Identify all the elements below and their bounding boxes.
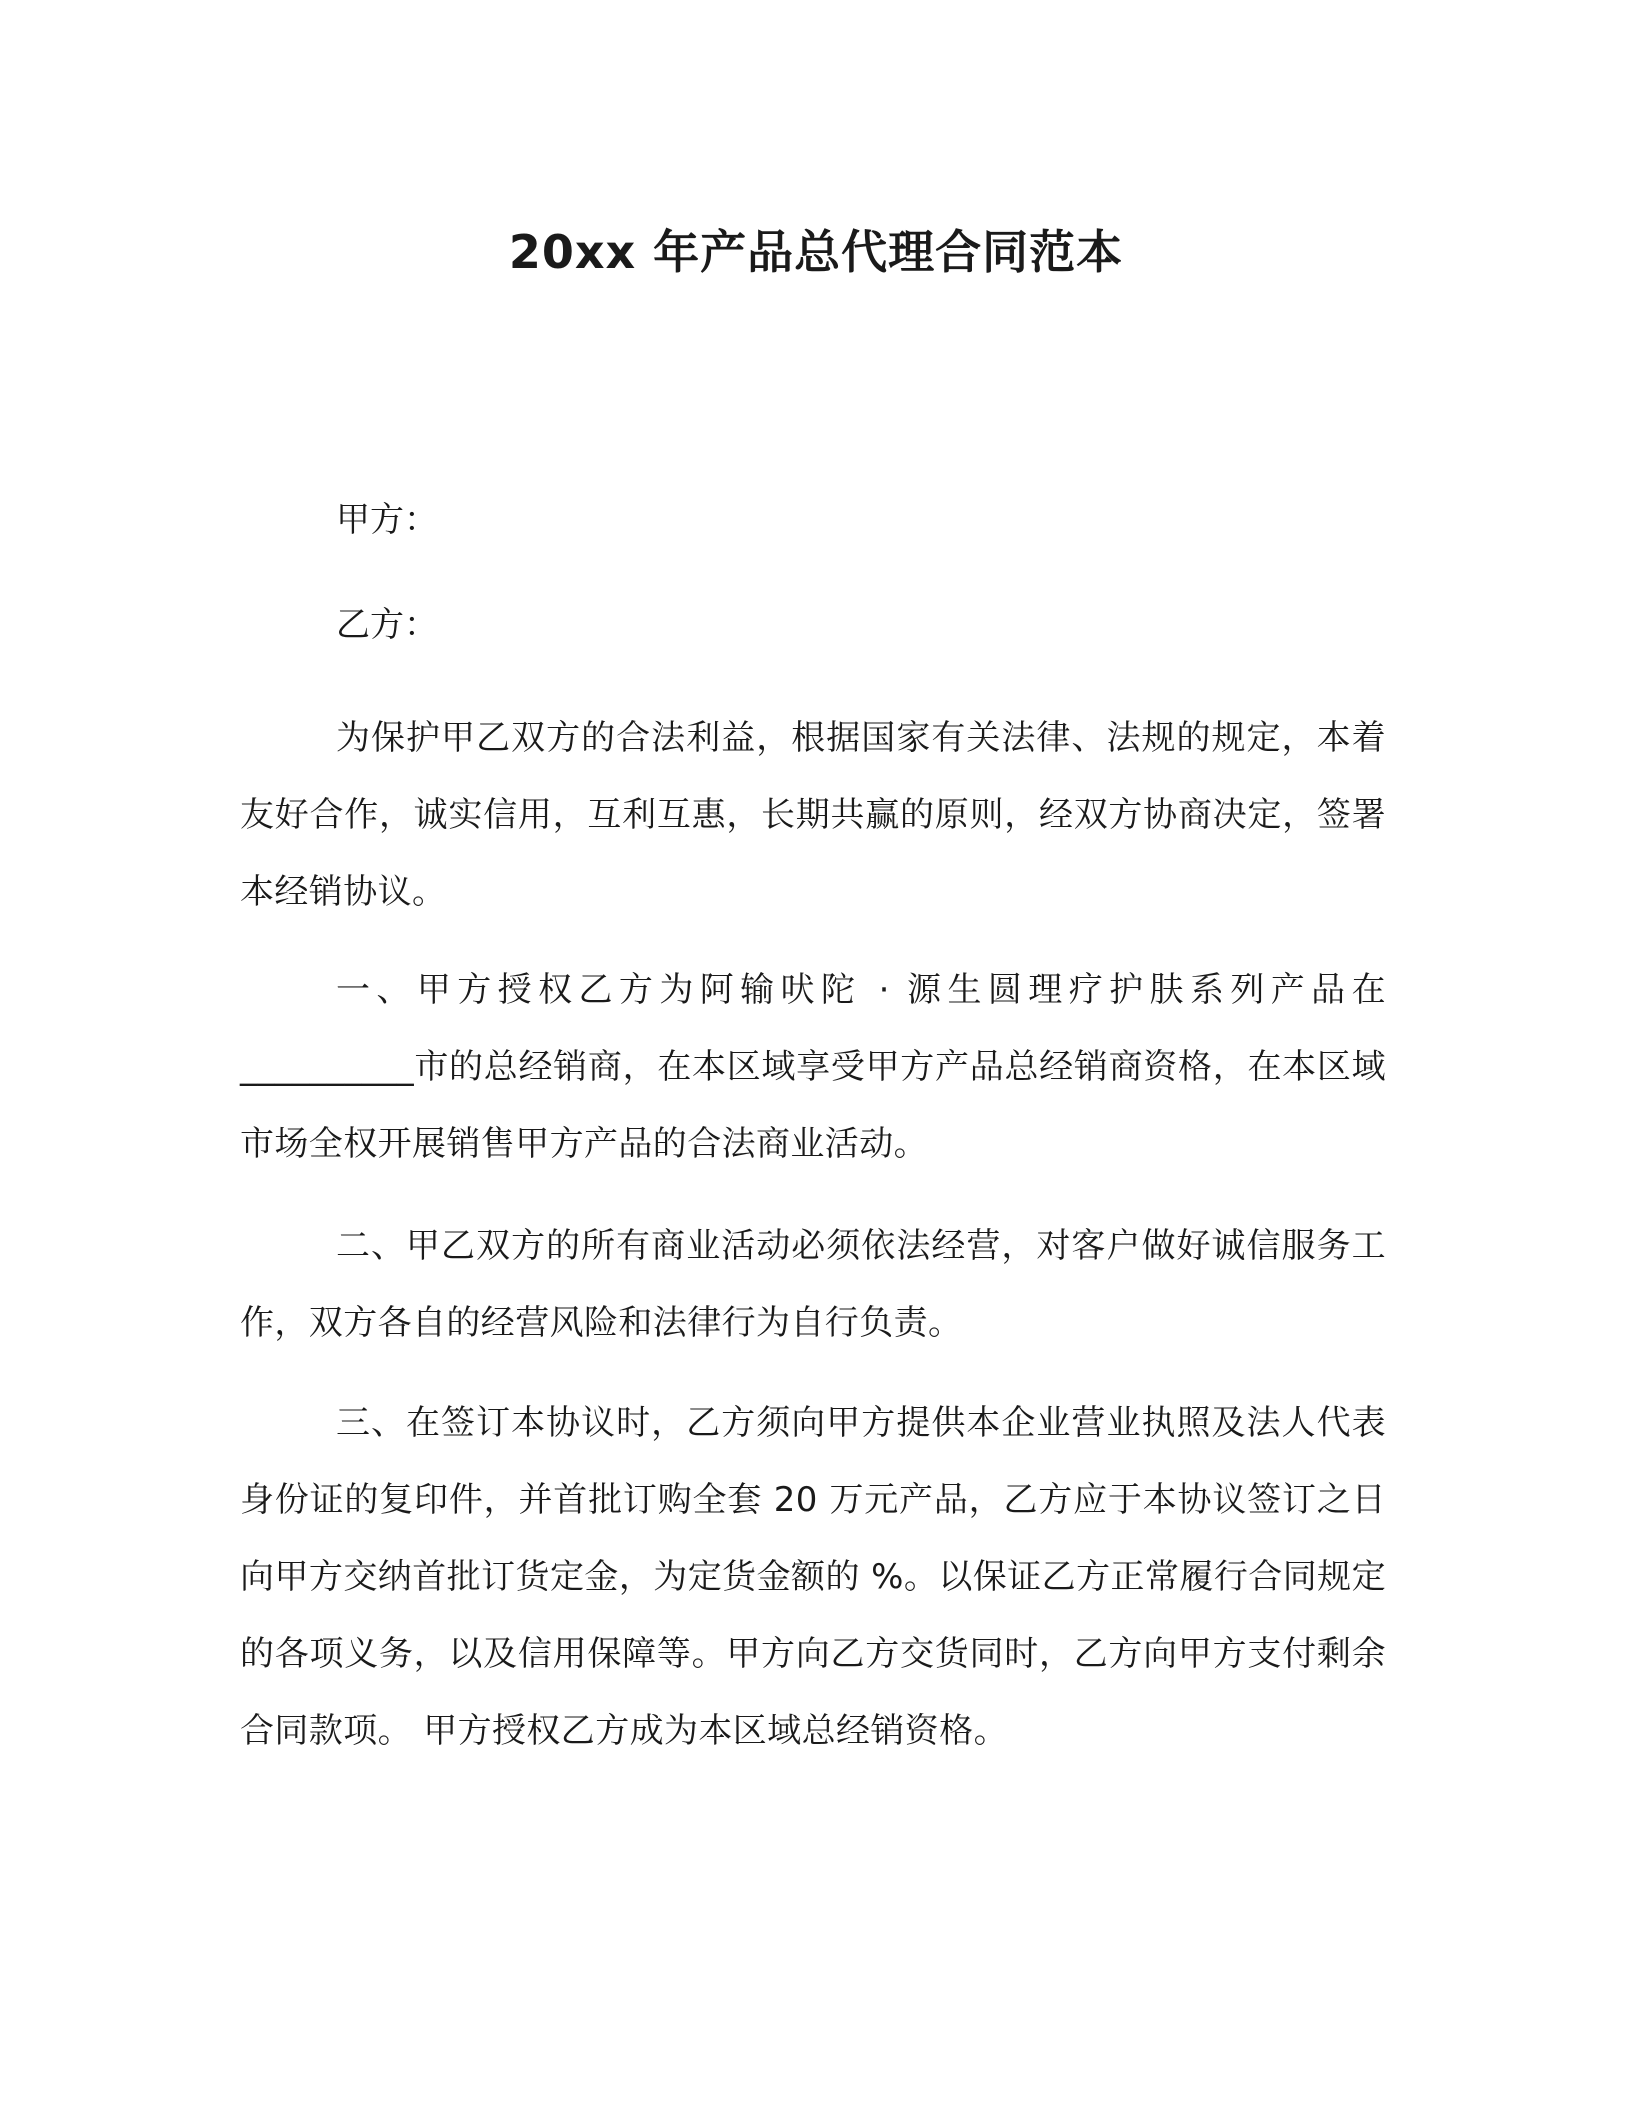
clause-2-paragraph: 二、甲乙双方的所有商业活动必须依法经营，对客户做好诚信服务工作，双方各自的经营风险和法律行为自行负责。 [240,1226,1386,1343]
intro-paragraph: 为保护甲乙双方的合法利益，根据国家有关法律、法规的规定，本着友好合作，诚实信用，互利互惠，长期共赢的原则，经双方协商决定，签署本经销协议。 [240,718,1386,912]
party-b-label: 乙方： [336,605,438,645]
document-title: 20xx 年产品总代理合同范本 [508,225,1124,279]
clause-1-paragraph: 一、甲方授权乙方为阿输吠陀 · 源生圆理疗护肤系列产品在__________市的总经销商，在本区域享受甲方产品总经销商资格，在本区域市场全权开展销售甲方产品的合法商业活动。 [240,970,1386,1164]
clause-3-paragraph: 三、在签订本协议时，乙方须向甲方提供本企业营业执照及法人代表身份证的复印件，并首批订购全套 20 万元产品，乙方应于本协议签订之日向甲方交纳首批订货定金，为定货金额的 %。以保证乙方正常履行合同规定的各项义务，以及信用保障等。甲方向乙方交货同时，乙方向甲方支付剩余合同款项。 甲方授权乙方成为本区域总经销资格。 [240,1403,1386,1751]
party-a-label: 甲方： [336,500,438,540]
